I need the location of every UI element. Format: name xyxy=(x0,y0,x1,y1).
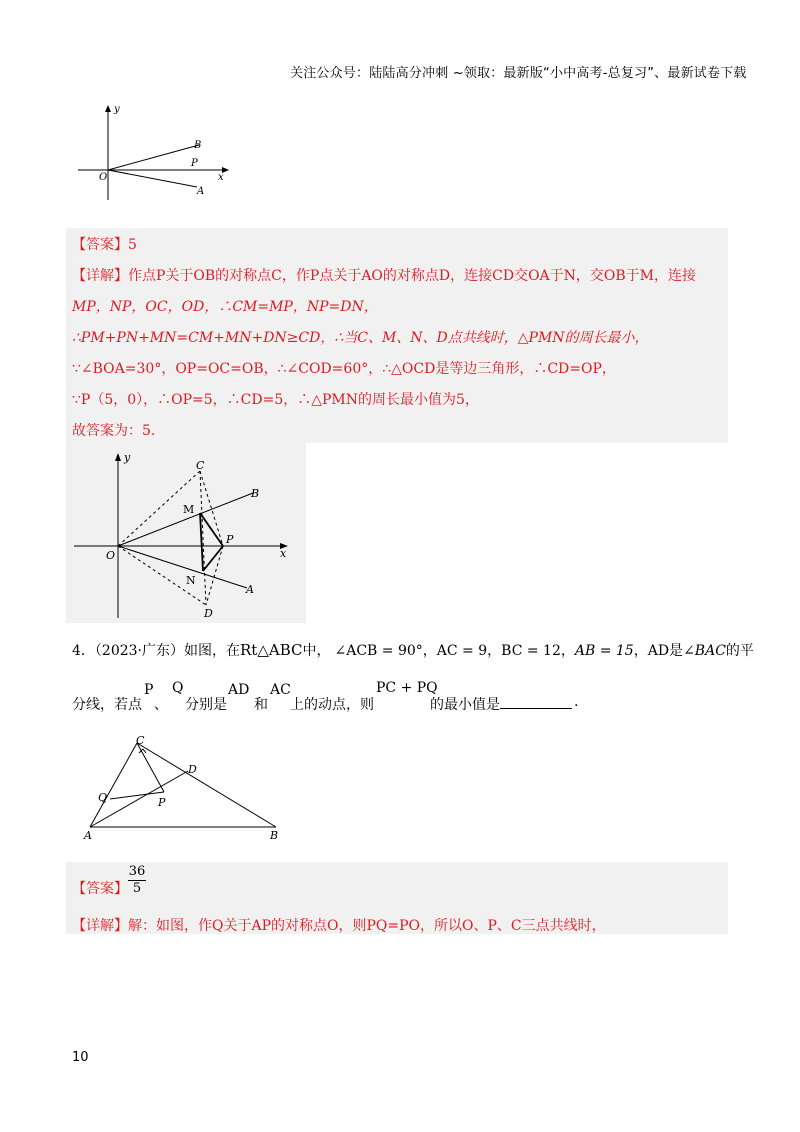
label-x: x xyxy=(218,172,224,183)
detail-tag: 【详解】 xyxy=(72,918,128,934)
question-source: （2023·广东） xyxy=(94,643,185,659)
label-q: Q xyxy=(98,791,108,804)
answer-tag: 【答案】 xyxy=(72,881,128,897)
label-c: C xyxy=(136,735,145,747)
label-p: P xyxy=(191,158,198,169)
question-number: 4． xyxy=(72,643,95,659)
answer-fraction xyxy=(128,864,146,897)
label-a: A xyxy=(246,583,254,596)
detail-1-line-1: 【详解】作点P关于OB的对称点C，作P点关于AO的对称点D，连接CD交OA于N，交OB于M，连接 xyxy=(72,268,697,284)
page-header: 关注公众号：陆陆高分冲刺 ~领取：最新版“小中高考-总复习”、最新试卷下载 xyxy=(290,66,747,81)
figure-triangle-abc xyxy=(80,735,290,845)
detail-1-line-4: ∵∠BOA=30°，OP=OC=OB，∴∠COD=60°，∴△OCD是等边三角形，∴CD=OP， xyxy=(72,361,616,377)
label-a: A xyxy=(84,829,92,842)
label-b: B xyxy=(194,140,202,151)
detail-1-line-6: 故答案为：5. xyxy=(72,423,156,439)
label-a: A xyxy=(197,186,205,197)
label-o: O xyxy=(99,172,108,183)
answer-tag: 【答案】 xyxy=(72,237,128,253)
detail-tag: 【详解】 xyxy=(72,268,128,284)
fraction-denominator: 5 xyxy=(132,881,142,896)
page-number: 10 xyxy=(72,1050,89,1065)
label-p: P xyxy=(158,796,166,809)
label-b: B xyxy=(270,829,279,842)
label-y: y xyxy=(124,451,131,464)
label-o: O xyxy=(106,549,116,562)
question-4-line-2: 分线，若点 P 、 Q 分别是 AD 和 AC 上的动点，则 PC + PQ 的最小值是 . xyxy=(72,680,579,713)
question-4-line-1: 4．（2023·广东）如图，在Rt△ABC中， ∠ACB = 90°，AC = 9，BC = 12，AB = 15，AD是∠BAC的平 xyxy=(72,641,754,659)
figure-symmetric-points xyxy=(66,443,306,623)
label-m: M xyxy=(183,503,195,516)
label-b: B xyxy=(251,487,260,500)
label-d: D xyxy=(188,763,197,776)
label-x: x xyxy=(280,547,287,560)
detail-1-line-2: MP，NP，OC，OD，∴CM=MP，NP=DN， xyxy=(72,299,378,315)
answer-1 xyxy=(72,234,137,254)
answer-blank[interactable] xyxy=(500,694,572,709)
label-n: N xyxy=(186,574,196,587)
figure-angle-axes xyxy=(75,100,235,210)
detail-2-line-1: 【详解】解：如图，作Q关于AP的对称点O，则PQ=PO，所以O、P、C三点共线时， xyxy=(72,918,606,934)
detail-1-line-5: ∵P（5，0），∴OP=5，∴CD=5，∴△PMN的周长最小值为5， xyxy=(72,392,479,408)
label-d: D xyxy=(204,607,213,620)
detail-1-line-3: ∴PM+PN+MN=CM+MN+DN≥CD，∴当C、M、N、D点共线时，△PMN的周长最小， xyxy=(72,330,649,346)
label-y: y xyxy=(114,104,120,115)
fraction-numerator: 36 xyxy=(128,864,146,879)
answer-value: 5 xyxy=(128,237,137,253)
label-p: P xyxy=(226,533,234,546)
label-c: C xyxy=(196,459,205,472)
